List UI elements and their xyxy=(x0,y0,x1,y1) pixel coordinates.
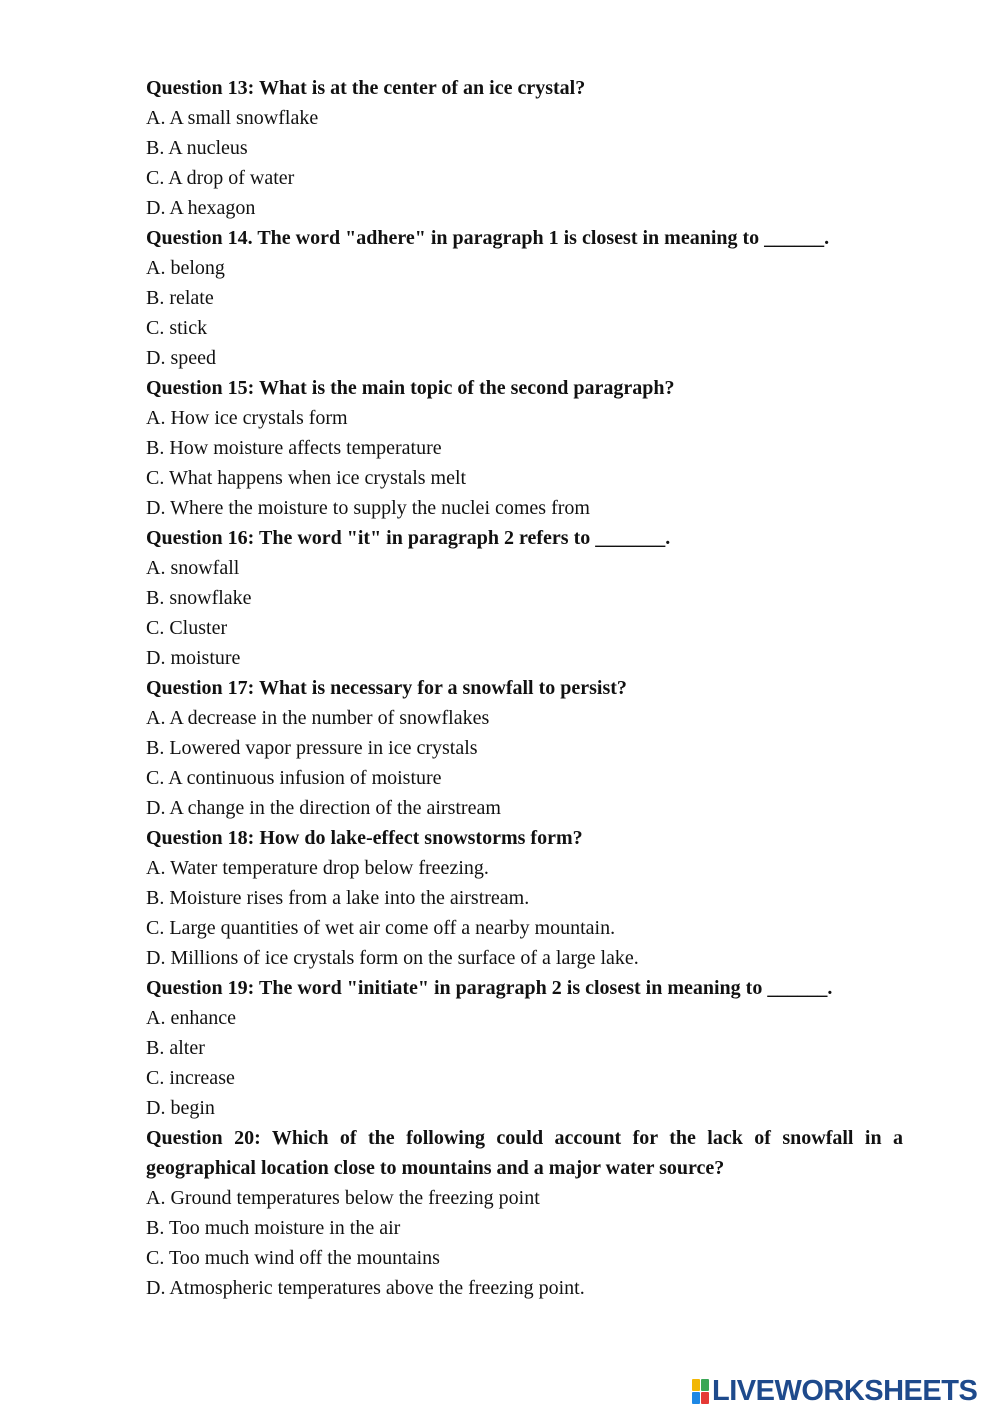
question-title: Question 15: What is the main topic of the second paragraph? xyxy=(146,377,675,399)
logo-block-icon xyxy=(701,1379,709,1391)
option-c: C. Too much wind off the mountains xyxy=(146,1247,440,1269)
option-c: C. A drop of water xyxy=(146,167,295,189)
option-d: D. Atmospheric temperatures above the freezing point. xyxy=(146,1277,585,1299)
question-14 xyxy=(146,223,903,373)
option-c: C. stick xyxy=(146,317,208,339)
option-a: A. A decrease in the number of snowflakes xyxy=(146,707,490,729)
question-18 xyxy=(146,823,903,973)
option-a: A. belong xyxy=(146,257,225,279)
option-b: B. Moisture rises from a lake into the airstream. xyxy=(146,887,530,909)
option-d: D. A hexagon xyxy=(146,197,256,219)
option-b: B. relate xyxy=(146,287,214,309)
question-title: Question 20: Which of the following could account for the lack of snowfall in a geographical location close to mountains and a major water source? xyxy=(146,1127,903,1179)
option-c: C. Large quantities of wet air come off a nearby mountain. xyxy=(146,917,616,939)
liveworksheets-wordmark: LIVEWORKSHEETS xyxy=(712,1375,978,1407)
option-a: A. Water temperature drop below freezing. xyxy=(146,857,489,879)
question-title: Question 19: The word "initiate" in paragraph 2 is closest in meaning to ______. xyxy=(146,977,833,999)
option-d: D. begin xyxy=(146,1097,215,1119)
option-b: B. Lowered vapor pressure in ice crystals xyxy=(146,737,478,759)
question-19 xyxy=(146,973,903,1123)
option-d: D. Where the moisture to supply the nuclei comes from xyxy=(146,497,590,519)
option-d: D. A change in the direction of the airstream xyxy=(146,797,501,819)
option-c: C. A continuous infusion of moisture xyxy=(146,767,442,789)
question-13 xyxy=(146,73,903,223)
question-title: Question 16: The word "it" in paragraph 2 refers to _______. xyxy=(146,527,671,549)
option-c: C. What happens when ice crystals melt xyxy=(146,467,467,489)
option-c: C. Cluster xyxy=(146,617,228,639)
question-17 xyxy=(146,673,903,823)
liveworksheets-logo-icon xyxy=(692,1379,709,1404)
option-b: B. Too much moisture in the air xyxy=(146,1217,401,1239)
question-16 xyxy=(146,523,903,673)
option-d: D. Millions of ice crystals form on the surface of a large lake. xyxy=(146,947,639,969)
option-b: B. How moisture affects temperature xyxy=(146,437,442,459)
logo-block-icon xyxy=(701,1392,709,1404)
option-a: A. snowfall xyxy=(146,557,240,579)
option-d: D. moisture xyxy=(146,647,241,669)
question-title: Question 18: How do lake-effect snowstorms form? xyxy=(146,827,583,849)
option-b: B. alter xyxy=(146,1037,205,1059)
option-b: B. snowflake xyxy=(146,587,252,609)
question-20 xyxy=(146,1123,903,1303)
option-a: A. A small snowflake xyxy=(146,107,319,129)
question-title: Question 13: What is at the center of an ice crystal? xyxy=(146,77,586,99)
option-c: C. increase xyxy=(146,1067,235,1089)
question-15 xyxy=(146,373,903,523)
question-title: Question 17: What is necessary for a snowfall to persist? xyxy=(146,677,627,699)
option-a: A. How ice crystals form xyxy=(146,407,348,429)
option-d: D. speed xyxy=(146,347,216,369)
option-b: B. A nucleus xyxy=(146,137,248,159)
option-a: A. enhance xyxy=(146,1007,236,1029)
liveworksheets-logo xyxy=(692,1376,977,1406)
option-a: A. Ground temperatures below the freezing point xyxy=(146,1187,540,1209)
logo-block-icon xyxy=(692,1392,700,1404)
worksheet-document xyxy=(146,73,903,1303)
question-title: Question 14. The word "adhere" in paragraph 1 is closest in meaning to ______. xyxy=(146,227,830,249)
logo-block-icon xyxy=(692,1379,700,1391)
